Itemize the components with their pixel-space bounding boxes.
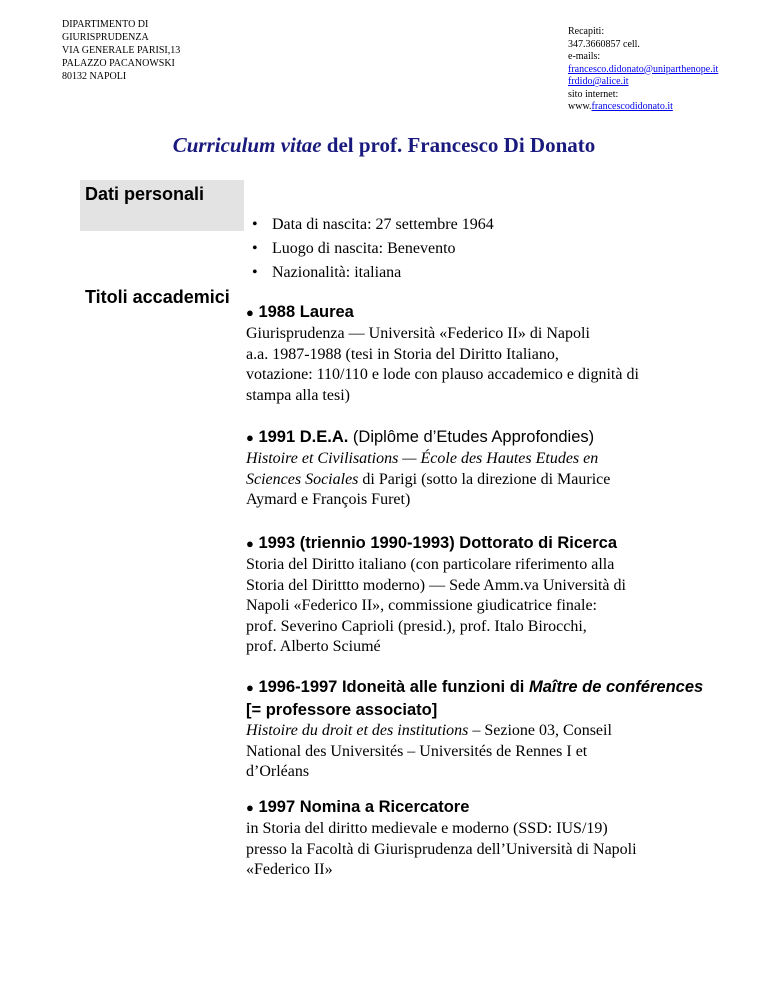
section-heading-academic: Titoli accademici [85, 287, 230, 307]
entry-line-rest: – Sezione 03, Conseil [468, 722, 612, 739]
department-address [62, 18, 180, 83]
entry-line-rest: di Parigi (sotto la direzione di Maurice [358, 470, 611, 488]
section-heading-personal [80, 180, 244, 231]
document-title [0, 133, 768, 158]
entry-title-rest: (Diplôme d’Etudes Approfondies) [348, 428, 595, 446]
entry-line: votazione: 110/110 e lode con plauso accademico e dignità di [246, 366, 639, 383]
entry-line-italic: Sciences Sociales [246, 470, 359, 488]
entry-heading [246, 426, 716, 449]
entry-line-italic: Histoire du droit et des institutions [246, 722, 469, 739]
contacts-label: Recapiti: [568, 26, 605, 37]
academic-entry-maitre [246, 676, 716, 783]
entry-title-italic: Maître de conférences [528, 678, 704, 696]
entry-line: Aymard e François Furet) [246, 491, 411, 508]
entry-line: presso la Facoltà di Giurisprudenza dell’Università di Napoli [246, 840, 637, 858]
entry-line: Giurisprudenza — Università «Federico II» di Napoli [246, 325, 590, 342]
entry-title: 1996-1997 Idoneità alle funzioni di [258, 678, 529, 696]
bullet-dot: ● [246, 305, 254, 320]
entry-line-italic: Histoire et Civilisations — École des Hautes Etudes en [246, 450, 599, 467]
email-link-primary[interactable]: francesco.didonato@uniparthenope.it [568, 63, 719, 75]
entry-line: «Federico II» [246, 861, 333, 878]
entry-line: Storia del Diritto italiano (con particolare riferimento alla [246, 556, 615, 573]
academic-entry-ricercatore [246, 796, 716, 881]
phone-number: 347.3660857 cell. [568, 38, 640, 50]
bullet-dot: ● [246, 800, 254, 815]
list-item: • Luogo di nascita: Benevento [252, 237, 494, 261]
website-label: sito internet: [568, 88, 619, 100]
entry-line: National des Universités – Universités de Rennes I et [246, 742, 588, 760]
entry-line: Napoli «Federico II», commissione giudicatrice finale: [246, 597, 597, 614]
email-link-secondary[interactable]: frdido@alice.it [568, 76, 629, 87]
website-prefix: www. [568, 101, 592, 112]
list-item: • Nazionalità: italiana [252, 261, 494, 285]
contact-block [568, 26, 718, 114]
emails-label: e-mails: [568, 51, 601, 62]
website-link[interactable]: francescodidonato.it [591, 101, 673, 112]
entry-line: Storia del Dirittto moderno) — Sede Amm.va Università di [246, 576, 626, 594]
academic-entry-dottorato [246, 532, 716, 658]
academic-entry-dea [246, 426, 716, 511]
bullet-dot: ● [246, 536, 254, 551]
entry-heading [246, 532, 716, 555]
academic-entry-laurea [246, 301, 716, 406]
entry-heading [246, 301, 716, 324]
entry-title-tail: [= professore associato] [246, 701, 438, 719]
bullet-dot: ● [246, 680, 254, 695]
title-italic: Curriculum vitae [172, 133, 322, 157]
entry-line: prof. Alberto Sciumé [246, 638, 381, 655]
address-line: GIURISPRUDENZA [62, 32, 149, 43]
address-line: 80132 NAPOLI [62, 71, 127, 82]
entry-line: stampa alla tesi) [246, 386, 350, 404]
entry-line: d’Orléans [246, 763, 310, 780]
entry-line: prof. Severino Caprioli (presid.), prof. Italo Birocchi, [246, 617, 587, 635]
entry-title: 1993 (triennio 1990-1993) Dottorato di Ricerca [258, 534, 617, 552]
entry-title: 1997 Nomina a Ricercatore [258, 798, 470, 816]
section-heading-text: Dati personali [85, 184, 205, 204]
entry-title: 1988 Laurea [258, 303, 354, 321]
personal-data-list [252, 213, 494, 285]
bullet-dot: ● [246, 430, 254, 445]
entry-line: a.a. 1987-1988 (tesi in Storia del Diritto Italiano, [246, 345, 559, 363]
entry-heading [246, 796, 716, 819]
title-rest: del prof. Francesco Di Donato [321, 133, 596, 157]
address-line: VIA GENERALE PARISI,13 [62, 45, 181, 56]
address-line: DIPARTIMENTO DI [62, 19, 149, 30]
entry-line: in Storia del diritto medievale e moderno (SSD: IUS/19) [246, 820, 608, 837]
entry-heading [246, 676, 716, 721]
entry-title: 1991 D.E.A. [258, 428, 349, 446]
address-line: PALAZZO PACANOWSKI [62, 58, 175, 69]
list-item: • Data di nascita: 27 settembre 1964 [252, 213, 494, 237]
